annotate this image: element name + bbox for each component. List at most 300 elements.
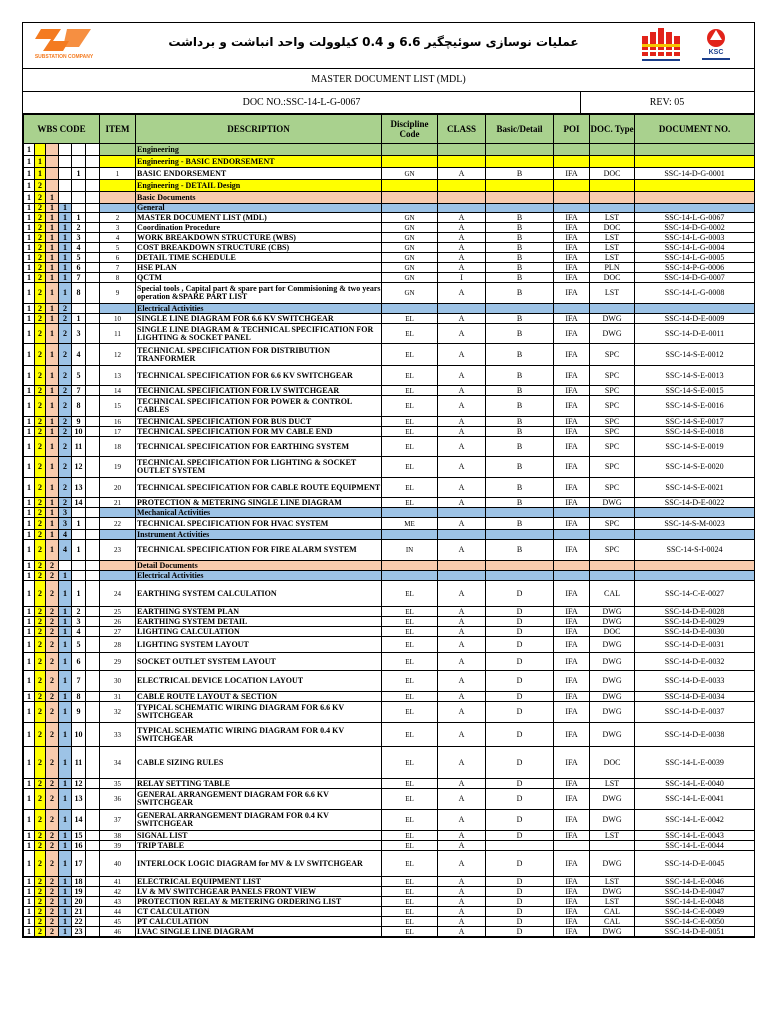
class: A — [438, 427, 486, 437]
description: TECHNICAL SPECIFICATION FOR MV CABLE END — [136, 427, 382, 437]
discipline-code: EL — [382, 671, 438, 692]
doc-type — [590, 561, 635, 571]
wbs-level-3: 2 — [46, 907, 59, 917]
wbs-level-6 — [86, 779, 100, 789]
discipline-code: EL — [382, 324, 438, 344]
basic-detail — [486, 561, 554, 571]
basic-detail: B — [486, 396, 554, 417]
wbs-level-2: 2 — [35, 571, 46, 581]
table-row — [24, 851, 755, 877]
wbs-level-3: 1 — [46, 192, 59, 204]
poi: IFA — [554, 366, 590, 386]
wbs-level-4: 2 — [59, 314, 72, 324]
wbs-level-4: 1 — [59, 887, 72, 897]
wbs-level-6 — [86, 304, 100, 314]
wbs-level-2: 2 — [35, 417, 46, 427]
table-row — [24, 304, 755, 314]
document-number: SSC-14-D-E-0022 — [635, 498, 755, 508]
item-number: 11 — [100, 324, 136, 344]
description: Detail Documents — [136, 561, 382, 571]
wbs-level-2: 2 — [35, 561, 46, 571]
doc-type: DOC — [590, 627, 635, 637]
wbs-level-5: 1 — [72, 540, 86, 561]
table-row — [24, 180, 755, 192]
item-number: 33 — [100, 723, 136, 747]
poi — [554, 841, 590, 851]
wbs-level-6 — [86, 273, 100, 283]
wbs-level-3: 2 — [46, 887, 59, 897]
wbs-level-6 — [86, 204, 100, 213]
wbs-level-3: 2 — [46, 581, 59, 607]
document-number — [635, 508, 755, 518]
discipline-code — [382, 204, 438, 213]
discipline-code: EL — [382, 344, 438, 366]
wbs-level-4: 2 — [59, 304, 72, 314]
wbs-level-3: 1 — [46, 204, 59, 213]
item-number: 19 — [100, 457, 136, 478]
doc-type: DWG — [590, 702, 635, 723]
item-number — [100, 571, 136, 581]
table-row — [24, 637, 755, 653]
document-number: SSC-14-D-E-0051 — [635, 927, 755, 937]
discipline-code: EL — [382, 653, 438, 671]
description: Coordination Procedure — [136, 223, 382, 233]
wbs-level-4: 4 — [59, 540, 72, 561]
wbs-level-6 — [86, 263, 100, 273]
wbs-level-2: 2 — [35, 243, 46, 253]
description: Mechanical Activities — [136, 508, 382, 518]
doc-type: DOC — [590, 223, 635, 233]
table-row — [24, 417, 755, 427]
poi: IFA — [554, 671, 590, 692]
description: TRIP TABLE — [136, 841, 382, 851]
doc-type: DWG — [590, 887, 635, 897]
class: A — [438, 223, 486, 233]
basic-detail: B — [486, 427, 554, 437]
wbs-level-6 — [86, 427, 100, 437]
wbs-level-3: 2 — [46, 851, 59, 877]
discipline-code — [382, 180, 438, 192]
document-number: SSC-14-L-E-0042 — [635, 810, 755, 831]
wbs-level-6 — [86, 877, 100, 887]
wbs-level-4: 1 — [59, 581, 72, 607]
wbs-level-3: 2 — [46, 571, 59, 581]
wbs-level-1: 1 — [24, 263, 35, 273]
wbs-level-6 — [86, 518, 100, 530]
wbs-level-4: 2 — [59, 478, 72, 498]
col-header-doc-type: DOC. Type — [590, 115, 635, 144]
poi: IFA — [554, 213, 590, 223]
table-row — [24, 366, 755, 386]
wbs-level-3: 1 — [46, 530, 59, 540]
wbs-level-3: 1 — [46, 283, 59, 304]
discipline-code: EL — [382, 723, 438, 747]
poi: IFA — [554, 702, 590, 723]
wbs-level-3: 1 — [46, 324, 59, 344]
document-number: SSC-14-L-G-0003 — [635, 233, 755, 243]
description: TECHNICAL SPECIFICATION FOR EARTHING SYSTEM — [136, 437, 382, 457]
poi: IFA — [554, 723, 590, 747]
basic-detail: B — [486, 540, 554, 561]
description: COST BREAKDOWN STRUCTURE (CBS) — [136, 243, 382, 253]
wbs-level-2: 2 — [35, 324, 46, 344]
class — [438, 571, 486, 581]
wbs-level-2: 2 — [35, 508, 46, 518]
wbs-level-1: 1 — [24, 457, 35, 478]
discipline-code: EL — [382, 396, 438, 417]
class: A — [438, 243, 486, 253]
discipline-code: EL — [382, 897, 438, 907]
wbs-level-6 — [86, 168, 100, 180]
table-row — [24, 253, 755, 263]
wbs-level-6 — [86, 810, 100, 831]
poi: IFA — [554, 168, 590, 180]
poi: IFA — [554, 540, 590, 561]
discipline-code — [382, 530, 438, 540]
poi: IFA — [554, 917, 590, 927]
wbs-level-3: 2 — [46, 927, 59, 937]
doc-type: SPC — [590, 437, 635, 457]
wbs-level-4: 2 — [59, 344, 72, 366]
wbs-level-1: 1 — [24, 810, 35, 831]
item-number — [100, 144, 136, 156]
poi: IFA — [554, 417, 590, 427]
wbs-level-5: 6 — [72, 653, 86, 671]
document-number: SSC-14-D-E-0045 — [635, 851, 755, 877]
wbs-level-5 — [72, 204, 86, 213]
document-number — [635, 144, 755, 156]
table-row — [24, 540, 755, 561]
item-number: 1 — [100, 168, 136, 180]
wbs-level-6 — [86, 144, 100, 156]
class: A — [438, 396, 486, 417]
wbs-level-1: 1 — [24, 897, 35, 907]
item-number: 22 — [100, 518, 136, 530]
table-body — [24, 144, 755, 937]
discipline-code: EL — [382, 417, 438, 427]
wbs-level-1: 1 — [24, 723, 35, 747]
discipline-code — [382, 561, 438, 571]
wbs-level-1: 1 — [24, 144, 35, 156]
wbs-level-2: 2 — [35, 897, 46, 907]
wbs-level-4: 1 — [59, 653, 72, 671]
wbs-level-5: 22 — [72, 917, 86, 927]
description: TECHNICAL SPECIFICATION FOR 6.6 KV SWITCHGEAR — [136, 366, 382, 386]
wbs-level-5: 1 — [72, 581, 86, 607]
discipline-code: EL — [382, 851, 438, 877]
description: CT CALCULATION — [136, 907, 382, 917]
class: A — [438, 478, 486, 498]
wbs-level-6 — [86, 897, 100, 907]
wbs-level-1: 1 — [24, 437, 35, 457]
item-number: 18 — [100, 437, 136, 457]
wbs-level-1: 1 — [24, 561, 35, 571]
discipline-code: EL — [382, 637, 438, 653]
description: GENERAL ARRANGEMENT DIAGRAM FOR 0.4 KV SWITCHGEAR — [136, 810, 382, 831]
document-number — [635, 561, 755, 571]
wbs-level-3 — [46, 180, 59, 192]
wbs-level-3: 2 — [46, 789, 59, 810]
poi: IFA — [554, 437, 590, 457]
wbs-level-3: 1 — [46, 344, 59, 366]
doc-type — [590, 571, 635, 581]
wbs-level-5: 10 — [72, 427, 86, 437]
wbs-level-6 — [86, 692, 100, 702]
wbs-level-5: 6 — [72, 263, 86, 273]
poi: IFA — [554, 907, 590, 917]
wbs-level-3: 1 — [46, 314, 59, 324]
poi: IFA — [554, 253, 590, 263]
item-number — [100, 156, 136, 168]
wbs-level-1: 1 — [24, 637, 35, 653]
wbs-level-1: 1 — [24, 779, 35, 789]
wbs-level-4 — [59, 144, 72, 156]
discipline-code — [382, 144, 438, 156]
basic-detail: D — [486, 617, 554, 627]
wbs-level-5: 15 — [72, 831, 86, 841]
poi: IFA — [554, 877, 590, 887]
item-number: 10 — [100, 314, 136, 324]
wbs-level-2: 2 — [35, 810, 46, 831]
poi — [554, 304, 590, 314]
document-number — [635, 204, 755, 213]
col-header-document-no: DOCUMENT NO. — [635, 115, 755, 144]
wbs-level-6 — [86, 637, 100, 653]
discipline-code: EL — [382, 907, 438, 917]
wbs-level-2: 2 — [35, 723, 46, 747]
wbs-level-1: 1 — [24, 396, 35, 417]
item-number: 36 — [100, 789, 136, 810]
doc-type: LST — [590, 897, 635, 907]
document-number: SSC-14-L-E-0043 — [635, 831, 755, 841]
wbs-level-4: 1 — [59, 851, 72, 877]
wbs-level-1: 1 — [24, 530, 35, 540]
class: A — [438, 344, 486, 366]
document-number: SSC-14-L-G-0067 — [635, 213, 755, 223]
table-row — [24, 723, 755, 747]
wbs-level-5: 7 — [72, 386, 86, 396]
poi: IFA — [554, 263, 590, 273]
wbs-level-3: 1 — [46, 518, 59, 530]
document-number: SSC-14-L-E-0041 — [635, 789, 755, 810]
basic-detail — [486, 841, 554, 851]
wbs-level-2: 1 — [35, 168, 46, 180]
wbs-level-4: 1 — [59, 723, 72, 747]
table-row — [24, 204, 755, 213]
wbs-level-1: 1 — [24, 417, 35, 427]
wbs-level-3: 1 — [46, 253, 59, 263]
wbs-level-5: 11 — [72, 747, 86, 779]
class: A — [438, 779, 486, 789]
discipline-code: EL — [382, 627, 438, 637]
discipline-code: EL — [382, 831, 438, 841]
wbs-level-2: 2 — [35, 540, 46, 561]
wbs-level-4: 1 — [59, 213, 72, 223]
class: A — [438, 283, 486, 304]
basic-detail: D — [486, 627, 554, 637]
wbs-level-3: 1 — [46, 508, 59, 518]
wbs-level-3: 2 — [46, 627, 59, 637]
doc-type: LST — [590, 831, 635, 841]
wbs-level-2: 2 — [35, 518, 46, 530]
wbs-level-3: 1 — [46, 273, 59, 283]
description: PROTECTION RELAY & METERING ORDERING LIST — [136, 897, 382, 907]
doc-type: SPC — [590, 457, 635, 478]
wbs-level-1: 1 — [24, 273, 35, 283]
wbs-level-4: 1 — [59, 841, 72, 851]
wbs-level-2: 2 — [35, 851, 46, 877]
doc-type — [590, 508, 635, 518]
table-row — [24, 877, 755, 887]
wbs-level-3: 1 — [46, 427, 59, 437]
wbs-level-4: 4 — [59, 530, 72, 540]
poi: IFA — [554, 653, 590, 671]
item-number: 29 — [100, 653, 136, 671]
wbs-level-6 — [86, 723, 100, 747]
discipline-code — [382, 571, 438, 581]
wbs-level-2: 2 — [35, 692, 46, 702]
doc-type: PLN — [590, 263, 635, 273]
wbs-level-5 — [72, 156, 86, 168]
item-number — [100, 508, 136, 518]
doc-type — [590, 841, 635, 851]
wbs-level-5: 10 — [72, 723, 86, 747]
class: A — [438, 692, 486, 702]
class: A — [438, 627, 486, 637]
table-row — [24, 907, 755, 917]
class: A — [438, 518, 486, 530]
wbs-level-4: 3 — [59, 518, 72, 530]
wbs-level-5 — [72, 304, 86, 314]
document-number: SSC-14-D-E-0028 — [635, 607, 755, 617]
discipline-code: EL — [382, 810, 438, 831]
mdl-title: MASTER DOCUMENT LIST (MDL) — [23, 69, 754, 92]
document-number: SSC-14-S-E-0013 — [635, 366, 755, 386]
class: A — [438, 653, 486, 671]
item-number: 5 — [100, 243, 136, 253]
document-number: SSC-14-L-E-0048 — [635, 897, 755, 907]
wbs-level-4: 1 — [59, 571, 72, 581]
col-header-poi: POI — [554, 115, 590, 144]
document-number: SSC-14-L-E-0046 — [635, 877, 755, 887]
doc-type: DWG — [590, 637, 635, 653]
wbs-level-3: 2 — [46, 702, 59, 723]
poi: IFA — [554, 851, 590, 877]
description: LIGHTING CALCULATION — [136, 627, 382, 637]
item-number: 38 — [100, 831, 136, 841]
table-row — [24, 831, 755, 841]
item-number: 6 — [100, 253, 136, 263]
document-number: SSC-14-D-E-0009 — [635, 314, 755, 324]
wbs-level-2: 2 — [35, 223, 46, 233]
wbs-level-5: 8 — [72, 396, 86, 417]
document-list-table — [23, 114, 755, 937]
discipline-code — [382, 192, 438, 204]
wbs-level-6 — [86, 478, 100, 498]
basic-detail — [486, 144, 554, 156]
wbs-level-2: 2 — [35, 789, 46, 810]
class: A — [438, 607, 486, 617]
basic-detail: D — [486, 747, 554, 779]
discipline-code: IN — [382, 540, 438, 561]
document-number — [635, 180, 755, 192]
description: TECHNICAL SPECIFICATION FOR LIGHTING & SOCKET OUTLET SYSTEM — [136, 457, 382, 478]
wbs-level-1: 1 — [24, 887, 35, 897]
wbs-level-6 — [86, 437, 100, 457]
wbs-level-6 — [86, 747, 100, 779]
poi: IFA — [554, 457, 590, 478]
wbs-level-4 — [59, 168, 72, 180]
wbs-level-4: 1 — [59, 831, 72, 841]
discipline-code: GN — [382, 273, 438, 283]
description: TECHNICAL SPECIFICATION FOR BUS DUCT — [136, 417, 382, 427]
wbs-level-4: 2 — [59, 498, 72, 508]
table-row — [24, 617, 755, 627]
wbs-level-4: 1 — [59, 810, 72, 831]
table-row — [24, 671, 755, 692]
doc-number-row — [23, 92, 754, 114]
wbs-level-4: 1 — [59, 273, 72, 283]
wbs-level-2: 2 — [35, 841, 46, 851]
description: SIGNAL LIST — [136, 831, 382, 841]
item-number: 21 — [100, 498, 136, 508]
wbs-level-6 — [86, 213, 100, 223]
class: A — [438, 897, 486, 907]
item-number: 16 — [100, 417, 136, 427]
doc-type: DWG — [590, 653, 635, 671]
basic-detail — [486, 156, 554, 168]
class: I — [438, 273, 486, 283]
item-number: 25 — [100, 607, 136, 617]
discipline-code: EL — [382, 877, 438, 887]
wbs-level-6 — [86, 540, 100, 561]
class: A — [438, 540, 486, 561]
wbs-level-6 — [86, 530, 100, 540]
table-row — [24, 897, 755, 907]
discipline-code: EL — [382, 314, 438, 324]
document-number: SSC-14-L-G-0005 — [635, 253, 755, 263]
wbs-level-4: 2 — [59, 324, 72, 344]
poi — [554, 204, 590, 213]
wbs-level-2: 2 — [35, 581, 46, 607]
discipline-code: GN — [382, 223, 438, 233]
discipline-code: EL — [382, 887, 438, 897]
wbs-level-2: 2 — [35, 437, 46, 457]
poi — [554, 571, 590, 581]
document-number: SSC-14-S-E-0018 — [635, 427, 755, 437]
poi: IFA — [554, 223, 590, 233]
wbs-level-2: 2 — [35, 671, 46, 692]
wbs-level-2: 2 — [35, 831, 46, 841]
wbs-level-4 — [59, 561, 72, 571]
document-number: SSC-14-S-E-0016 — [635, 396, 755, 417]
basic-detail: D — [486, 877, 554, 887]
wbs-level-6 — [86, 324, 100, 344]
basic-detail — [486, 508, 554, 518]
poi: IFA — [554, 607, 590, 617]
basic-detail: D — [486, 851, 554, 877]
item-number: 40 — [100, 851, 136, 877]
wbs-level-6 — [86, 396, 100, 417]
wbs-level-4: 1 — [59, 627, 72, 637]
poi: IFA — [554, 344, 590, 366]
description: TYPICAL SCHEMATIC WIRING DIAGRAM FOR 6.6 KV SWITCHGEAR — [136, 702, 382, 723]
doc-type: DWG — [590, 607, 635, 617]
wbs-level-4: 1 — [59, 877, 72, 887]
basic-detail: D — [486, 637, 554, 653]
table-header-row — [24, 115, 755, 144]
description: ELECTRICAL EQUIPMENT LIST — [136, 877, 382, 887]
